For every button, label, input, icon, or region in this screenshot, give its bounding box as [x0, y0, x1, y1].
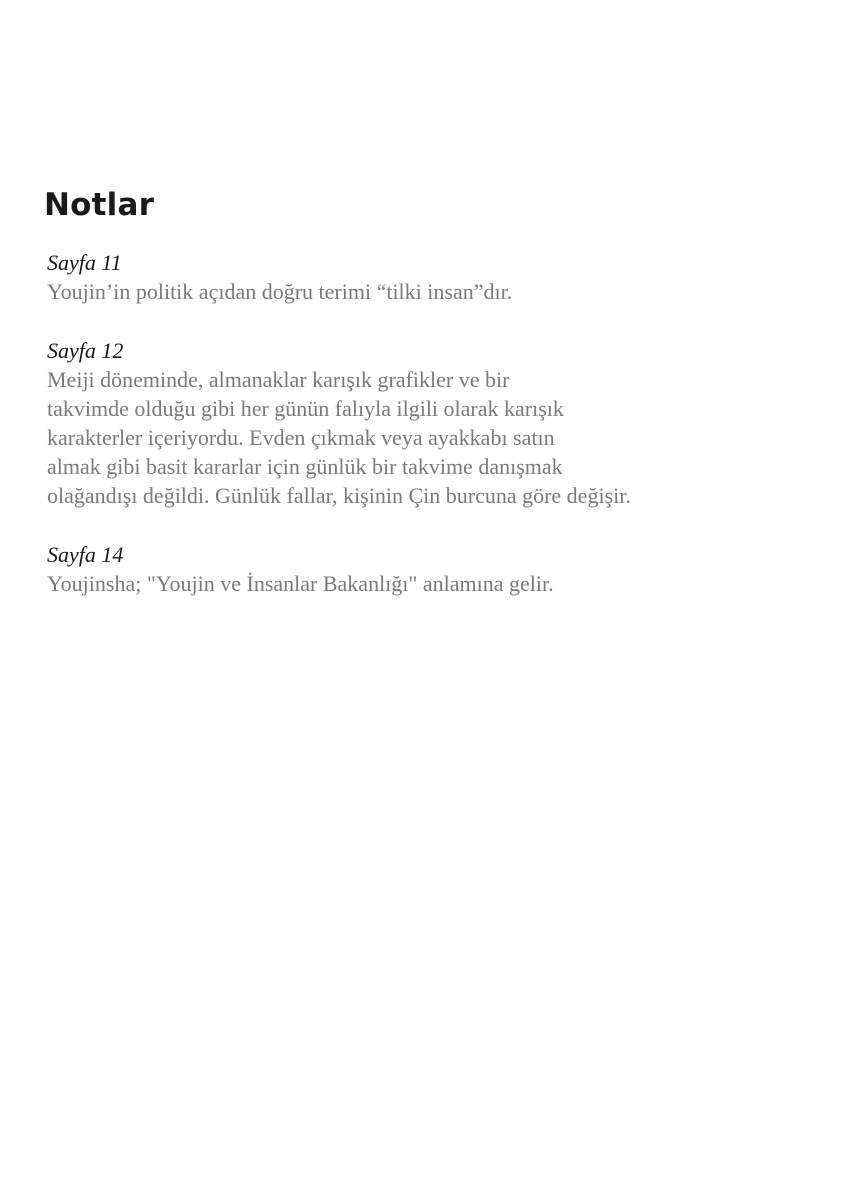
note-page-11	[47, 248, 827, 306]
note-text-line: Youjin’in politik açıdan doğru terimi “tilki insan”dır.	[47, 279, 513, 304]
note-page-reference: Sayfa 11	[47, 250, 122, 275]
note-page-reference: Sayfa 14	[47, 542, 124, 567]
note-text-line: almak gibi basit kararlar için günlük bir takvime danışmak	[47, 454, 563, 479]
note-text-line: Meiji döneminde, almanaklar karışık grafikler ve bir	[47, 367, 510, 392]
note-text-line: Youjinsha; "Youjin ve İnsanlar Bakanlığı" anlamına gelir.	[47, 571, 554, 596]
note-text-line: karakterler içeriyordu. Evden çıkmak veya ayakkabı satın	[47, 425, 555, 450]
note-text-line: takvimde olduğu gibi her günün falıyla ilgili olarak karışık	[47, 396, 564, 421]
note-page-14	[47, 540, 827, 598]
note-page-reference: Sayfa 12	[47, 338, 124, 363]
note-page-12	[47, 336, 827, 510]
page-title: Notlar	[44, 187, 155, 223]
note-text-line: olağandışı değildi. Günlük fallar, kişinin Çin burcuna göre değişir.	[47, 483, 631, 508]
